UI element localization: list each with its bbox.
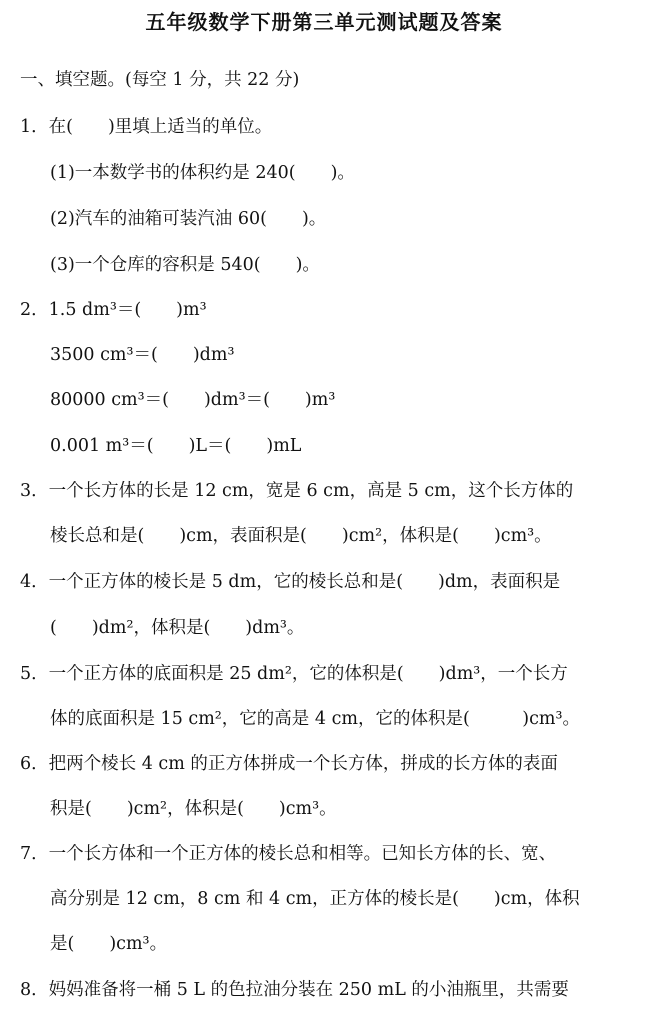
question-2-line-2: 3500 cm³＝( )dm³ — [50, 345, 235, 365]
question-7-line-2: 高分别是 12 cm，8 cm 和 4 cm，正方体的棱长是( )cm，体积 — [50, 889, 580, 909]
question-3-line-1: 3．一个长方体的长是 12 cm，宽是 6 cm，高是 5 cm，这个长方体的 — [20, 481, 574, 501]
question-2-line-1: 2．1.5 dm³＝( )m³ — [20, 300, 207, 320]
question-7-line-3: 是( )cm³。 — [50, 934, 168, 954]
question-1-line-4: (3)一个仓库的容积是 540( )。 — [50, 255, 320, 275]
question-6-line-2: 积是( )cm²，体积是( )cm³。 — [50, 799, 337, 819]
question-1-line-2: (1)一本数学书的体积约是 240( )。 — [50, 163, 355, 183]
question-4-line-1: 4．一个正方体的棱长是 5 dm，它的棱长总和是( )dm，表面积是 — [20, 572, 561, 592]
question-5-line-1: 5．一个正方体的底面积是 25 dm²，它的体积是( )dm³，一个长方 — [20, 664, 568, 684]
question-8-line-1: 8．妈妈准备将一桶 5 L 的色拉油分装在 250 mL 的小油瓶里，共需要 — [20, 980, 569, 1000]
question-1-line-1: 1．在( )里填上适当的单位。 — [20, 117, 273, 137]
document-title: 五年级数学下册第三单元测试题及答案 — [145, 10, 503, 34]
question-6-line-1: 6．把两个棱长 4 cm 的正方体拼成一个长方体，拼成的长方体的表面 — [20, 754, 558, 774]
question-2-line-4: 0.001 m³＝( )L＝( )mL — [50, 436, 302, 456]
question-4-line-2: ( )dm²，体积是( )dm³。 — [50, 618, 305, 638]
section-heading: 一、填空题。(每空 1 分，共 22 分) — [20, 70, 300, 90]
question-3-line-2: 棱长总和是( )cm，表面积是( )cm²，体积是( )cm³。 — [50, 526, 552, 546]
question-7-line-1: 7．一个长方体和一个正方体的棱长总和相等。已知长方体的长、宽、 — [20, 844, 557, 864]
question-2-line-3: 80000 cm³＝( )dm³＝( )m³ — [50, 390, 336, 410]
question-5-line-2: 体的底面积是 15 cm²，它的高是 4 cm，它的体积是( )cm³。 — [50, 709, 581, 729]
question-1-line-3: (2)汽车的油箱可装汽油 60( )。 — [50, 209, 327, 229]
